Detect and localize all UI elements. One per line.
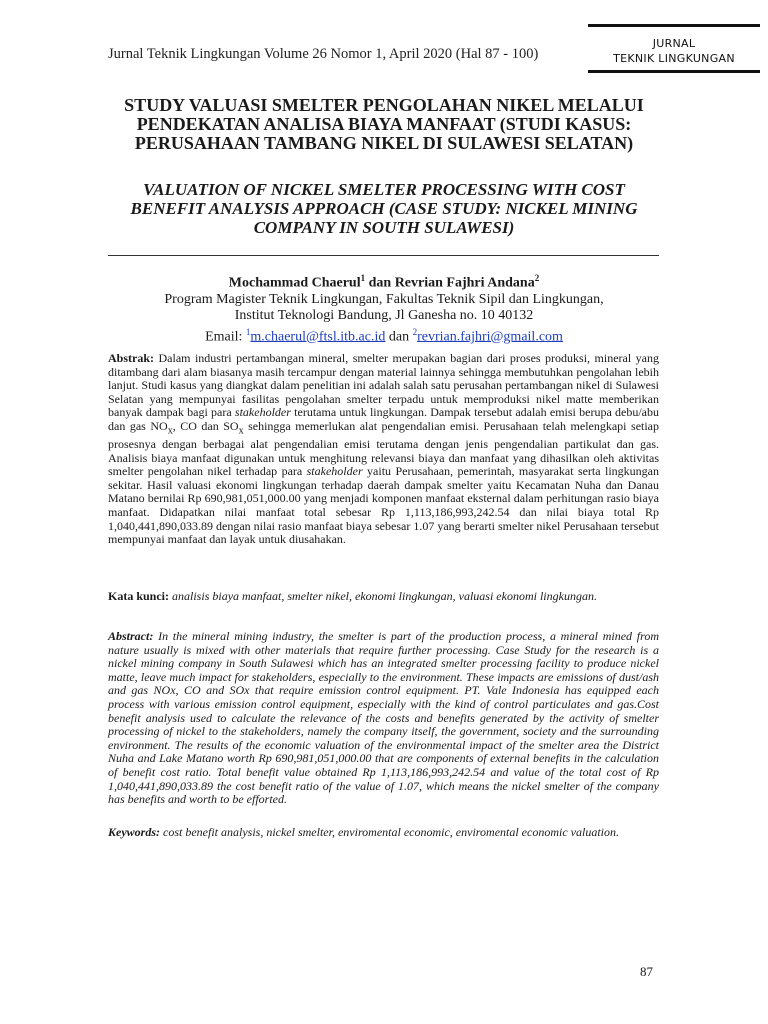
journal-logo [588,24,760,72]
author-2-sup: 2 [534,273,540,283]
abstract-english-paragraph [108,630,659,807]
abstrak-text-1: Dalam industri pertambangan mineral, smelter merupakan bagian dari proses produksi, mineral yang ditambang dari alam biasanya masih tercampur dengan material lainnya sehingga membutuhkan pengolahan lebih lanjut. Studi kasus yang diangkat dalam penelitian ini adalah salah satu perusahan pertambangan nikel di Sulawesi Selatan yang mempunyai fasilitas pengolahan smelter terpadu untuk memproduksi nikel matte memberikan banyak dampak bagi para [108,351,659,420]
keywords-text: cost benefit analysis, nickel smelter, enviromental economic, enviromental economic valuation. [160,825,619,839]
journal-header: Jurnal Teknik Lingkungan Volume 26 Nomor 1, April 2020 (Hal 87 - 100) [108,46,539,62]
abstrak-text-2: terutama untuk lingkungan. Dampak tersebut adalah emisi berupa debu/abu dan gas NO [108,405,659,433]
kata-kunci-text: analisis biaya manfaat, smelter nikel, ekonomi lingkungan, valuasi ekonomi lingkungan. [169,589,597,603]
abstrak-text-5: yaitu Perusahaan, pemerintah, masyarakat serta lingkungan sekitar. Hasil valuasi ekonomi lingkungan terhadap daerah dampak smelter yaitu Kecamatan Nuha dan Danau Matano bernilai Rp 690,981,051,000.00 yang menjadi komponen manfaat eksternal dalam perhitungan rasio biaya manfaat. Didapatkan nilai manfaat total sebesar Rp 1,113,186,993,242.54 dan nilai biaya total Rp 1,040,441,890,033.89 dengan nilai rasio manfaat biaya sebesar 1.07 yang berarti smelter nikel Perusahaan tersebut mempunyai manfaat dan layak untuk diusahakan. [108,464,659,547]
logo-line-2: TEKNIK LINGKUNGAN [613,52,735,65]
title-english [90,180,678,237]
abstrak-sub-2: x [238,425,244,437]
abstrak-stakeholder-2: stakeholder [306,464,363,479]
keywords-english-paragraph [108,826,659,840]
email-line [90,324,678,346]
email-2-link[interactable]: revrian.fajhri@gmail.com [417,329,563,345]
title-indonesian [90,96,678,153]
logo-bottom-bar [588,70,760,73]
email-conjunction: dan [385,329,413,345]
page-number: 87 [640,964,653,979]
email-1-sup: 1 [245,326,251,337]
abstrak-sub-1: x [167,425,173,437]
logo-line-1: JURNAL [652,37,696,50]
kata-kunci-paragraph [108,590,659,604]
title-id-line-3: PERUSAHAAN TAMBANG NIKEL DI SULAWESI SELATAN) [134,133,634,153]
title-en-line-2: BENEFIT ANALYSIS APPROACH (CASE STUDY: NICKEL MINING [130,199,638,218]
email-2-sup: 2 [412,326,418,337]
author-1: Mochammad Chaerul [228,275,361,291]
abstrak-label: Abstrak: [108,351,155,365]
affiliation-line-2: Institut Teknologi Bandung, Jl Ganesha no. 10 40132 [234,307,534,323]
author-2: Revrian Fajhri Andana [394,275,535,291]
title-id-line-2: PENDEKATAN ANALISA BIAYA MANFAAT (STUDI KASUS: [136,114,632,134]
abstrak-text-4: sehingga memerlukan alat pengendalian emisi. Perusahaan telah melengkapi setiap prosesnya dengan berbagai alat pengendalian emisi terutama dengan jenis pengendalian partikulat dan gas. Analisis biaya manfaat digunakan untuk menghitung relevansi biaya dan manfaat yang dihasilkan oleh aktivitas smelter pengolahan nikel terhadap para [108,418,660,479]
email-1-link[interactable]: m.chaerul@ftsl.itb.ac.id [250,329,386,345]
author-names [90,270,678,292]
keywords-label: Keywords: [108,825,160,839]
title-divider [108,255,659,256]
email-label: Email: [205,329,246,345]
author-1-sup: 1 [360,273,366,283]
author-conjunction: dan [365,275,395,291]
title-id-line-1: STUDY VALUASI SMELTER PENGOLAHAN NIKEL MELALUI [124,95,644,115]
title-en-line-1: VALUATION OF NICKEL SMELTER PROCESSING WITH COST [143,180,625,199]
kata-kunci-label: Kata kunci: [108,589,170,603]
abstrak-paragraph [108,352,659,547]
affiliation-line-1: Program Magister Teknik Lingkungan, Fakultas Teknik Sipil dan Lingkungan, [164,291,604,307]
title-en-line-3: COMPANY IN SOUTH SULAWESI) [253,218,515,237]
abstrak-text-3: , CO dan SO [172,418,239,433]
abstrak-stakeholder-1: stakeholder [234,405,291,420]
abstract-label: Abstract: [108,629,154,643]
abstract-text: In the mineral mining industry, the smelter is part of the production process, a mineral mined from nature usually is mixed with other materials that require further processing. Case Study for the research is a nickel mining company in South Sulawesi which has an integrated smelter processing facility to produce nickel matte, leave much impact for stakeholders, especially to the environment. These impacts are emissions of dust/ash and gas NOx, CO and SOx that require emission control equipment. PT. Vale Indonesia has equipped each process with various emission control equipment, especially with the kind of control particulates and gas.Cost benefit analysis used to calculate the relevance of the costs and benefits generated by the activity of smelter processing of nickel to the stakeholders, namely the company itself, the government, society and the surrounding environment. The results of the economic valuation of the environmental impact of the smelter area the District Nuha and Lake Matano worth Rp 690,981,051,000.00 that are components of external benefits in the calculation of benefit cost ratio. Total benefit value obtained Rp 1,113,186,993,242.54 and value of the total cost of Rp 1,040,441,890,033.89 the cost benefit ratio of the value of 1.07, which means the nickel smelter of the company has benefits and worth to be efforted. [108,629,659,807]
logo-top-bar [588,24,760,27]
author-block [90,270,678,345]
